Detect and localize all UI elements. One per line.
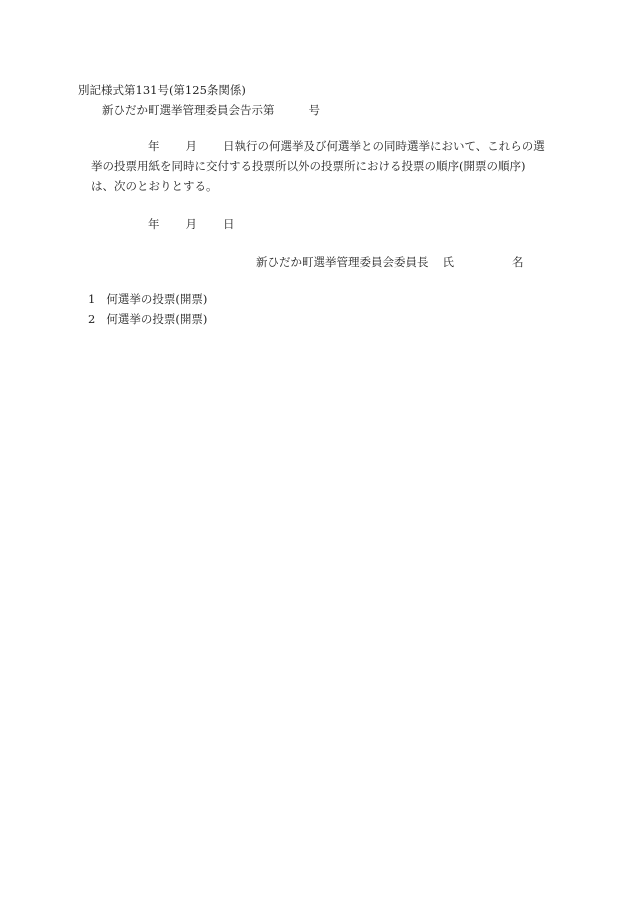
body-line-1-text: 日執行の何選挙及び何選挙との同時選挙において、これらの選 [223,139,545,153]
signature-shi: 氏 [442,255,454,269]
date-year-label: 年 [148,217,160,231]
signature-line [256,257,524,269]
signature-mei: 名 [512,255,524,269]
body-paragraph-line-3: は、次のとおりとする。 [91,179,218,193]
list-item [88,314,207,326]
list-item [88,294,207,306]
list-item-text: 何選挙の投票(開票) [106,292,208,306]
body-paragraph-line-1 [148,141,545,153]
body-paragraph-line-2: 挙の投票用紙を同時に交付する投票所以外の投票所における投票の順序(開票の順序) [91,159,526,173]
signature-title: 新ひだか町選挙管理委員会委員長 [256,255,429,269]
body-year-label: 年 [148,139,160,153]
body-month-label: 月 [185,139,197,153]
notice-title [102,105,320,117]
list-item-number: 2 [88,312,96,326]
notice-title-text: 新ひだか町選挙管理委員会告示第 [102,103,275,117]
notice-number-suffix: 号 [308,103,320,117]
list-item-number: 1 [88,292,96,306]
date-month-label: 月 [185,217,197,231]
list-item-text: 何選挙の投票(開票) [106,312,208,326]
form-reference: 別記様式第131号(第125条関係) [78,83,246,97]
date-day-label: 日 [223,217,235,231]
date-line [148,219,235,231]
